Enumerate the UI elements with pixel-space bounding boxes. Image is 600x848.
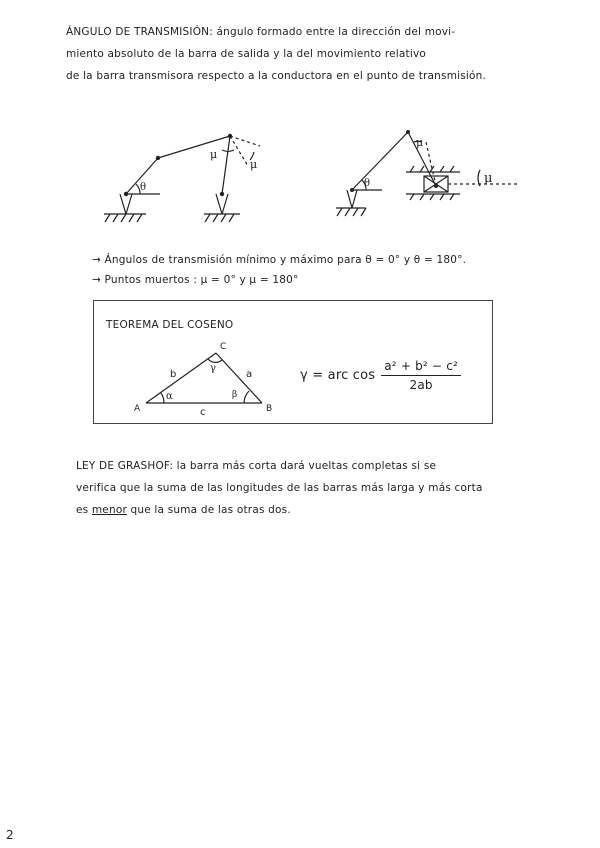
formula-numerator: a² + b² − c² (381, 359, 461, 376)
theta-label-1: θ (140, 182, 147, 193)
grashof-line-1: LEY DE GRASHOF: la barra más corta dará vueltas completas si se (76, 460, 437, 472)
side-a-label: a (246, 369, 253, 380)
note-line-2: → Puntos muertos : μ = 0° y μ = 180° (92, 274, 299, 286)
mu-label-3: μ (416, 136, 424, 149)
mu-label-1: μ (210, 148, 218, 161)
definition-line-3: de la barra transmisora respecto a la conductora en el punto de transmisión. (66, 70, 487, 82)
definition-line-1: ÁNGULO DE TRANSMISIÓN: ángulo formado entre la dirección del movi- (66, 26, 456, 38)
theta-label-2: θ (364, 178, 371, 189)
vertex-b-label: B (266, 404, 273, 414)
side-c-label: c (200, 407, 206, 418)
formula-fraction (381, 359, 461, 392)
slider-crank-sketch (330, 120, 530, 230)
transmission-notes (92, 254, 592, 290)
definition-line-2: miento absoluto de la barra de salida y la del movimiento relativo (66, 48, 427, 60)
grashof-line-3-start: es (76, 504, 92, 516)
mu-label-2: μ (250, 158, 258, 171)
formula-lhs: γ = arc cos (300, 368, 376, 383)
side-b-label: b (170, 369, 177, 380)
mechanism-figures (0, 110, 600, 240)
grashof-line-3 (76, 504, 291, 516)
transmission-angle-definition (66, 26, 566, 96)
vertex-c-label: C (220, 342, 227, 352)
mu-label-4: μ (484, 171, 493, 186)
grashof-law (76, 460, 576, 520)
triangle-diagram (134, 339, 284, 419)
gamma-label: γ (210, 363, 216, 374)
note-line-1: → Ángulos de transmisión mínimo y máximo para θ = 0° y θ = 180°. (92, 254, 467, 266)
page-number: 2 (6, 828, 14, 842)
grashof-underlined-word: menor (91, 504, 127, 516)
cosine-theorem-title: TEOREMA DEL COSENO (106, 319, 234, 331)
grashof-line-3-end: que la suma de las otras dos. (126, 504, 291, 516)
four-bar-linkage-sketch (100, 110, 280, 230)
alpha-label: α (166, 391, 173, 402)
formula-denominator: 2ab (409, 378, 433, 392)
grashof-line-2: verifica que la suma de las longitudes de las barras más larga y más corta (76, 482, 483, 494)
cosine-formula (300, 359, 461, 392)
vertex-a-label: A (134, 404, 141, 414)
cosine-theorem-box (93, 300, 493, 424)
beta-label: β (232, 390, 238, 400)
